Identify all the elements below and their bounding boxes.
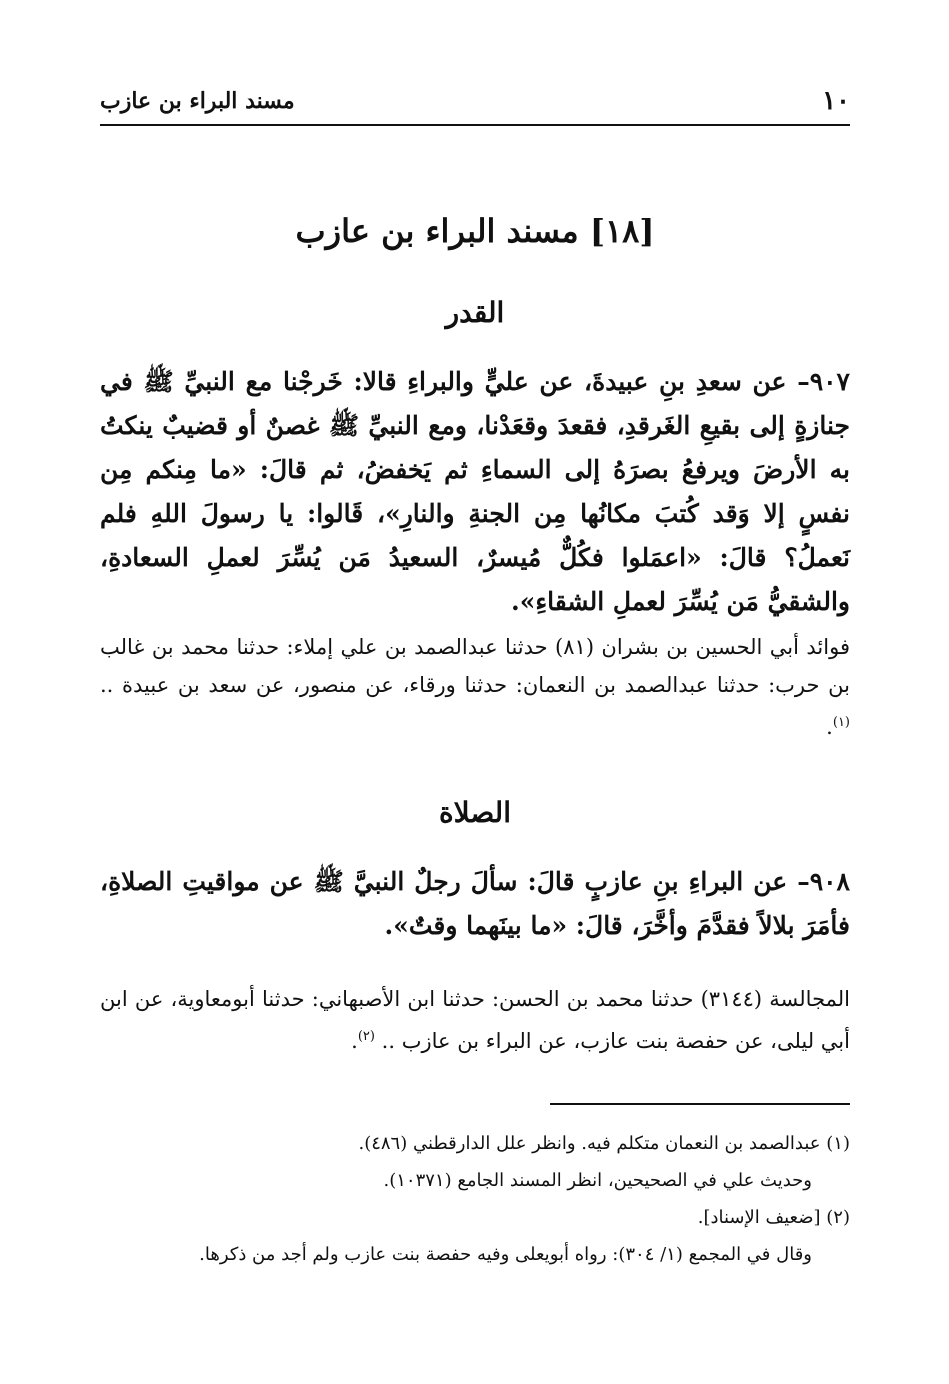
hadith-number: ٩٠٧– [797, 367, 850, 396]
hadith-text: عن سعدِ بنِ عبيدةَ، عن عليٍّ والبراءِ قالا: خَرجْنا مع النبيِّ ﷺ في جنازةٍ إلى بقيعِ الغَرقدِ، فقعدَ وقعَدْنا، ومع النبيِّ ﷺ غصنٌ أو قضيبٌ ينكتُ به الأرضَ ويرفعُ بصرَهُ إلى السماءِ ثم يَخفضُ، ثم قالَ: «ما مِنكم مِن نفسٍ إلا وَقد كُتبَ مكانُها مِن الجنةِ والنارِ»، قَالوا: يا رسولَ اللهِ فلم نَعملُ؟ قالَ: «اعمَلوا فكُلٌّ مُيسرٌ، السعيدُ مَن يُسِّرَ لعملِ السعادةِ، والشقيُّ مَن يُسِّرَ لعملِ الشقاءِ». [100, 367, 850, 616]
source-text: المجالسة (٣١٤٤) حدثنا محمد بن الحسن: حدثنا ابن الأصبهاني: حدثنا أبومعاوية، عن ابن أبي ليلى، عن حفصة بنت عازب، عن البراء بن عازب .. [100, 987, 850, 1053]
footnote-ref-2[interactable]: (٢) [357, 1029, 375, 1044]
running-header-title: مسند البراء بن عازب [100, 88, 295, 114]
hadith-908 [100, 860, 850, 948]
source-text: فوائد أبي الحسين بن بشران (٨١) حدثنا عبدالصمد بن علي إملاء: حدثنا محمد بن غالب بن حرب: حدثنا عبدالصمد بن النعمان: حدثنا ورقاء، عن منصور، عن سعد بن عبيدة .. [100, 635, 850, 697]
hadith-number: ٩٠٨– [797, 867, 850, 896]
footnote-item: وحديث علي في الصحيحين، انظر المسند الجامع (١٠٣٧١). [383, 1170, 812, 1191]
footnotes [100, 1125, 850, 1273]
footnote-item: (١) عبدالصمد بن النعمان متكلم فيه. وانظر علل الدارقطني (٤٨٦). [358, 1133, 850, 1154]
running-header [100, 84, 850, 126]
footnote-ref-1[interactable]: (١) [832, 715, 850, 730]
section-title-qadar: القدر [445, 296, 505, 329]
hadith-907 [100, 360, 850, 624]
footnote-item: (٢) [ضعيف الإسناد]. [697, 1207, 850, 1228]
document-page [100, 0, 850, 1384]
footnote-item: وقال في المجمع (١/ ٣٠٤): رواه أبويعلى وفيه حفصة بنت عازب ولم أجد من ذكرها. [199, 1244, 812, 1265]
hadith-text: عن البراءِ بنِ عازبٍ قالَ: سألَ رجلٌ النبيَّ ﷺ عن مواقيتِ الصلاةِ، فأمَرَ بلالاً فقدَّمَ وأخَّرَ، قالَ: «ما بينَهما وقتٌ». [100, 867, 850, 940]
chapter-title: [١٨] مسند البراء بن عازب [295, 212, 655, 250]
section-title-salat: الصلاة [439, 796, 511, 829]
page-number: ١٠ [822, 86, 850, 116]
source-citation-907: فوائد أبي الحسين بن بشران (٨١) حدثنا عبدالصمد بن علي إملاء: حدثنا محمد بن غالب بن حرب: حدثنا عبدالصمد بن النعمان: حدثنا ورقاء، عن منصور، عن سعد بن عبيدة .. $^{(١)}$. [100, 635, 850, 739]
source-citation-908: المجالسة (٣١٤٤) حدثنا محمد بن الحسن: حدثنا ابن الأصبهاني: حدثنا أبومعاوية، عن ابن أبي ليلى، عن حفصة بنت عازب، عن البراء بن عازب .. $^{(٢)}$. [100, 987, 850, 1053]
footnote-divider [550, 1103, 850, 1105]
